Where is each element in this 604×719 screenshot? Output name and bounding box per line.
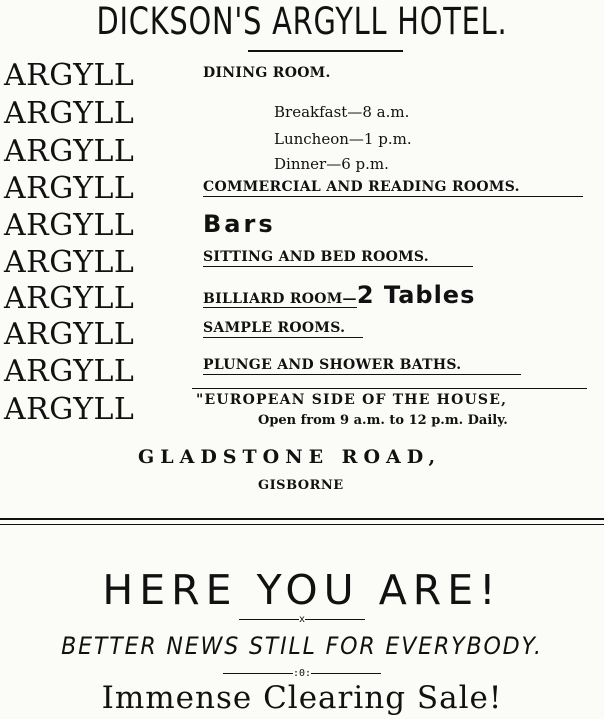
billiard-room: BILLIARD ROOM— xyxy=(203,291,357,307)
argyll-word: ARGYLL xyxy=(4,208,135,243)
argyll-word: ARGYLL xyxy=(4,134,135,169)
section-divider-top xyxy=(0,518,604,520)
argyll-word: ARGYLL xyxy=(4,392,135,427)
sale-headline: Immense Clearing Sale! xyxy=(101,680,503,716)
dinner-time: Dinner—6 p.m. xyxy=(274,155,389,173)
argyll-word: ARGYLL xyxy=(4,245,135,280)
luncheon-time: Luncheon—1 p.m. xyxy=(274,130,412,148)
european-side: "EUROPEAN SIDE OF THE HOUSE, xyxy=(196,392,508,408)
ornament-divider xyxy=(0,614,604,625)
road-address: GLADSTONE ROAD, xyxy=(138,446,442,468)
argyll-word: ARGYLL xyxy=(4,96,135,131)
divider-mark: x xyxy=(298,614,306,625)
sample-rooms: SAMPLE ROOMS. xyxy=(203,320,363,338)
argyll-word: ARGYLL xyxy=(4,354,135,389)
european-rule xyxy=(192,388,587,389)
commercial-rooms: COMMERCIAL AND READING ROOMS. xyxy=(203,179,583,197)
town-name: GISBORNE xyxy=(258,478,344,493)
breakfast-time: Breakfast—8 a.m. xyxy=(274,103,410,121)
subheadline: BETTER NEWS STILL FOR EVERYBODY. xyxy=(61,632,543,660)
argyll-word: ARGYLL xyxy=(4,317,135,352)
billiard-tables: 2 Tables xyxy=(356,281,476,309)
opening-hours: Open from 9 a.m. to 12 p.m. Daily. xyxy=(258,413,508,428)
dining-room-heading: DINING ROOM. xyxy=(203,65,331,81)
divider-mark: :0: xyxy=(292,668,312,679)
argyll-word: ARGYLL xyxy=(4,281,135,316)
bars-heading: Bars xyxy=(203,210,276,238)
headline: HERE YOU ARE! xyxy=(102,566,502,614)
section-divider-bottom xyxy=(0,524,604,525)
sitting-bed-rooms: SITTING AND BED ROOMS. xyxy=(203,249,473,267)
argyll-word: ARGYLL xyxy=(4,171,135,206)
plunge-shower-baths: PLUNGE AND SHOWER BATHS. xyxy=(203,357,521,375)
title-underline xyxy=(248,50,403,52)
billiard-line xyxy=(203,281,475,309)
argyll-word: ARGYLL xyxy=(4,58,135,93)
hotel-title: DICKSON'S ARGYLL HOTEL. xyxy=(96,0,508,43)
ornament-divider xyxy=(0,668,604,679)
